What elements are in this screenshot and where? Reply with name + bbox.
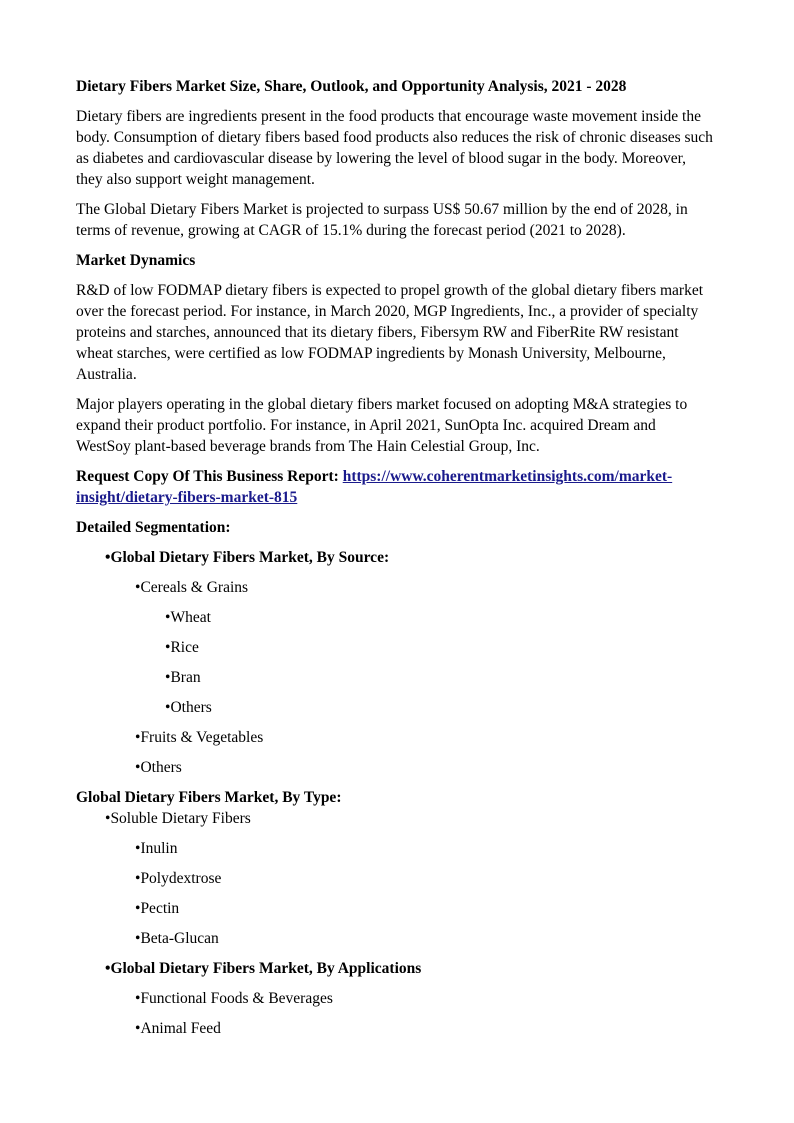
list-item-beta-glucan: •Beta-Glucan [135, 930, 219, 947]
list-item-pectin: •Pectin [135, 900, 180, 917]
list-item-soluble: •Soluble Dietary Fibers [105, 810, 251, 827]
market-dynamics-paragraph-1: R&D of low FODMAP dietary fibers is expected to propel growth of the global dietary fibers market over the forecast period. For instance, in March 2020, MGP Ingredients, Inc., a provider of specialty proteins and starches, announced that its dietary fibers, Fibersym RW and FiberRite RW resistant wheat starches, were certified as low FODMAP ingredients by Monash University, Melbourne, Australia. [76, 282, 704, 383]
bullet-dot: • [135, 759, 141, 776]
by-applications-heading: •Global Dietary Fibers Market, By Applications [105, 960, 422, 977]
request-copy-label: Request Copy Of This Business Report: [76, 468, 343, 485]
segmentation-heading: Detailed Segmentation: [76, 519, 231, 536]
bullet-dot: • [135, 990, 141, 1007]
bullet-dot: • [105, 810, 111, 827]
list-item-functional-foods: •Functional Foods & Beverages [135, 990, 333, 1007]
intro-paragraph-2: The Global Dietary Fibers Market is projected to surpass US$ 50.67 million by the end of 2028, in terms of revenue, growing at CAGR of 15.1% during the forecast period (2021 to 2028). [76, 201, 688, 239]
report-link[interactable]: https://www.coherentmarketinsights.com/market-insight/dietary-fibers-market-815 [76, 468, 673, 506]
list-item-fruits: •Fruits & Vegetables [135, 729, 264, 746]
list-item-rice: •Rice [165, 639, 199, 656]
document-title: Dietary Fibers Market Size, Share, Outlook, and Opportunity Analysis, 2021 - 2028 [76, 78, 627, 95]
list-item-polydextrose: •Polydextrose [135, 870, 222, 887]
bullet-dot: • [165, 699, 171, 716]
list-item-cereals: •Cereals & Grains [135, 579, 249, 596]
bullet-dot: • [165, 639, 171, 656]
bullet-dot: • [105, 960, 111, 977]
intro-paragraph-1: Dietary fibers are ingredients present in the food products that encourage waste movement inside the body. Consumption of dietary fibers based food products also reduces the risk of chronic diseases such as diabetes and cardiovascular disease by lowering the level of blood sugar in the body. Moreover, they also support weight management. [76, 108, 713, 188]
list-item-wheat: •Wheat [165, 609, 211, 626]
bullet-dot: • [105, 549, 111, 566]
bullet-dot: • [135, 729, 141, 746]
bullet-dot: • [135, 1020, 141, 1037]
by-type-heading: Global Dietary Fibers Market, By Type: [76, 789, 342, 806]
bullet-dot: • [135, 870, 141, 887]
bullet-dot: • [135, 579, 141, 596]
bullet-dot: • [165, 669, 171, 686]
bullet-dot: • [165, 609, 171, 626]
request-copy-line [76, 466, 714, 508]
market-dynamics-paragraph-2: Major players operating in the global dietary fibers market focused on adopting M&A strategies to expand their product portfolio. For instance, in April 2021, SunOpta Inc. acquired Dream and WestSoy plant-based beverage brands from The Hain Celestial Group, Inc. [76, 396, 688, 455]
list-item-cereal-others: •Others [165, 699, 212, 716]
list-item-bran: •Bran [165, 669, 201, 686]
list-item-inulin: •Inulin [135, 840, 178, 857]
bullet-dot: • [135, 840, 141, 857]
list-item-animal-feed: •Animal Feed [135, 1020, 221, 1037]
bullet-dot: • [135, 930, 141, 947]
bullet-dot: • [135, 900, 141, 917]
by-source-heading: •Global Dietary Fibers Market, By Source: [105, 549, 390, 566]
list-item-source-others: •Others [135, 759, 182, 776]
market-dynamics-heading: Market Dynamics [76, 252, 196, 269]
